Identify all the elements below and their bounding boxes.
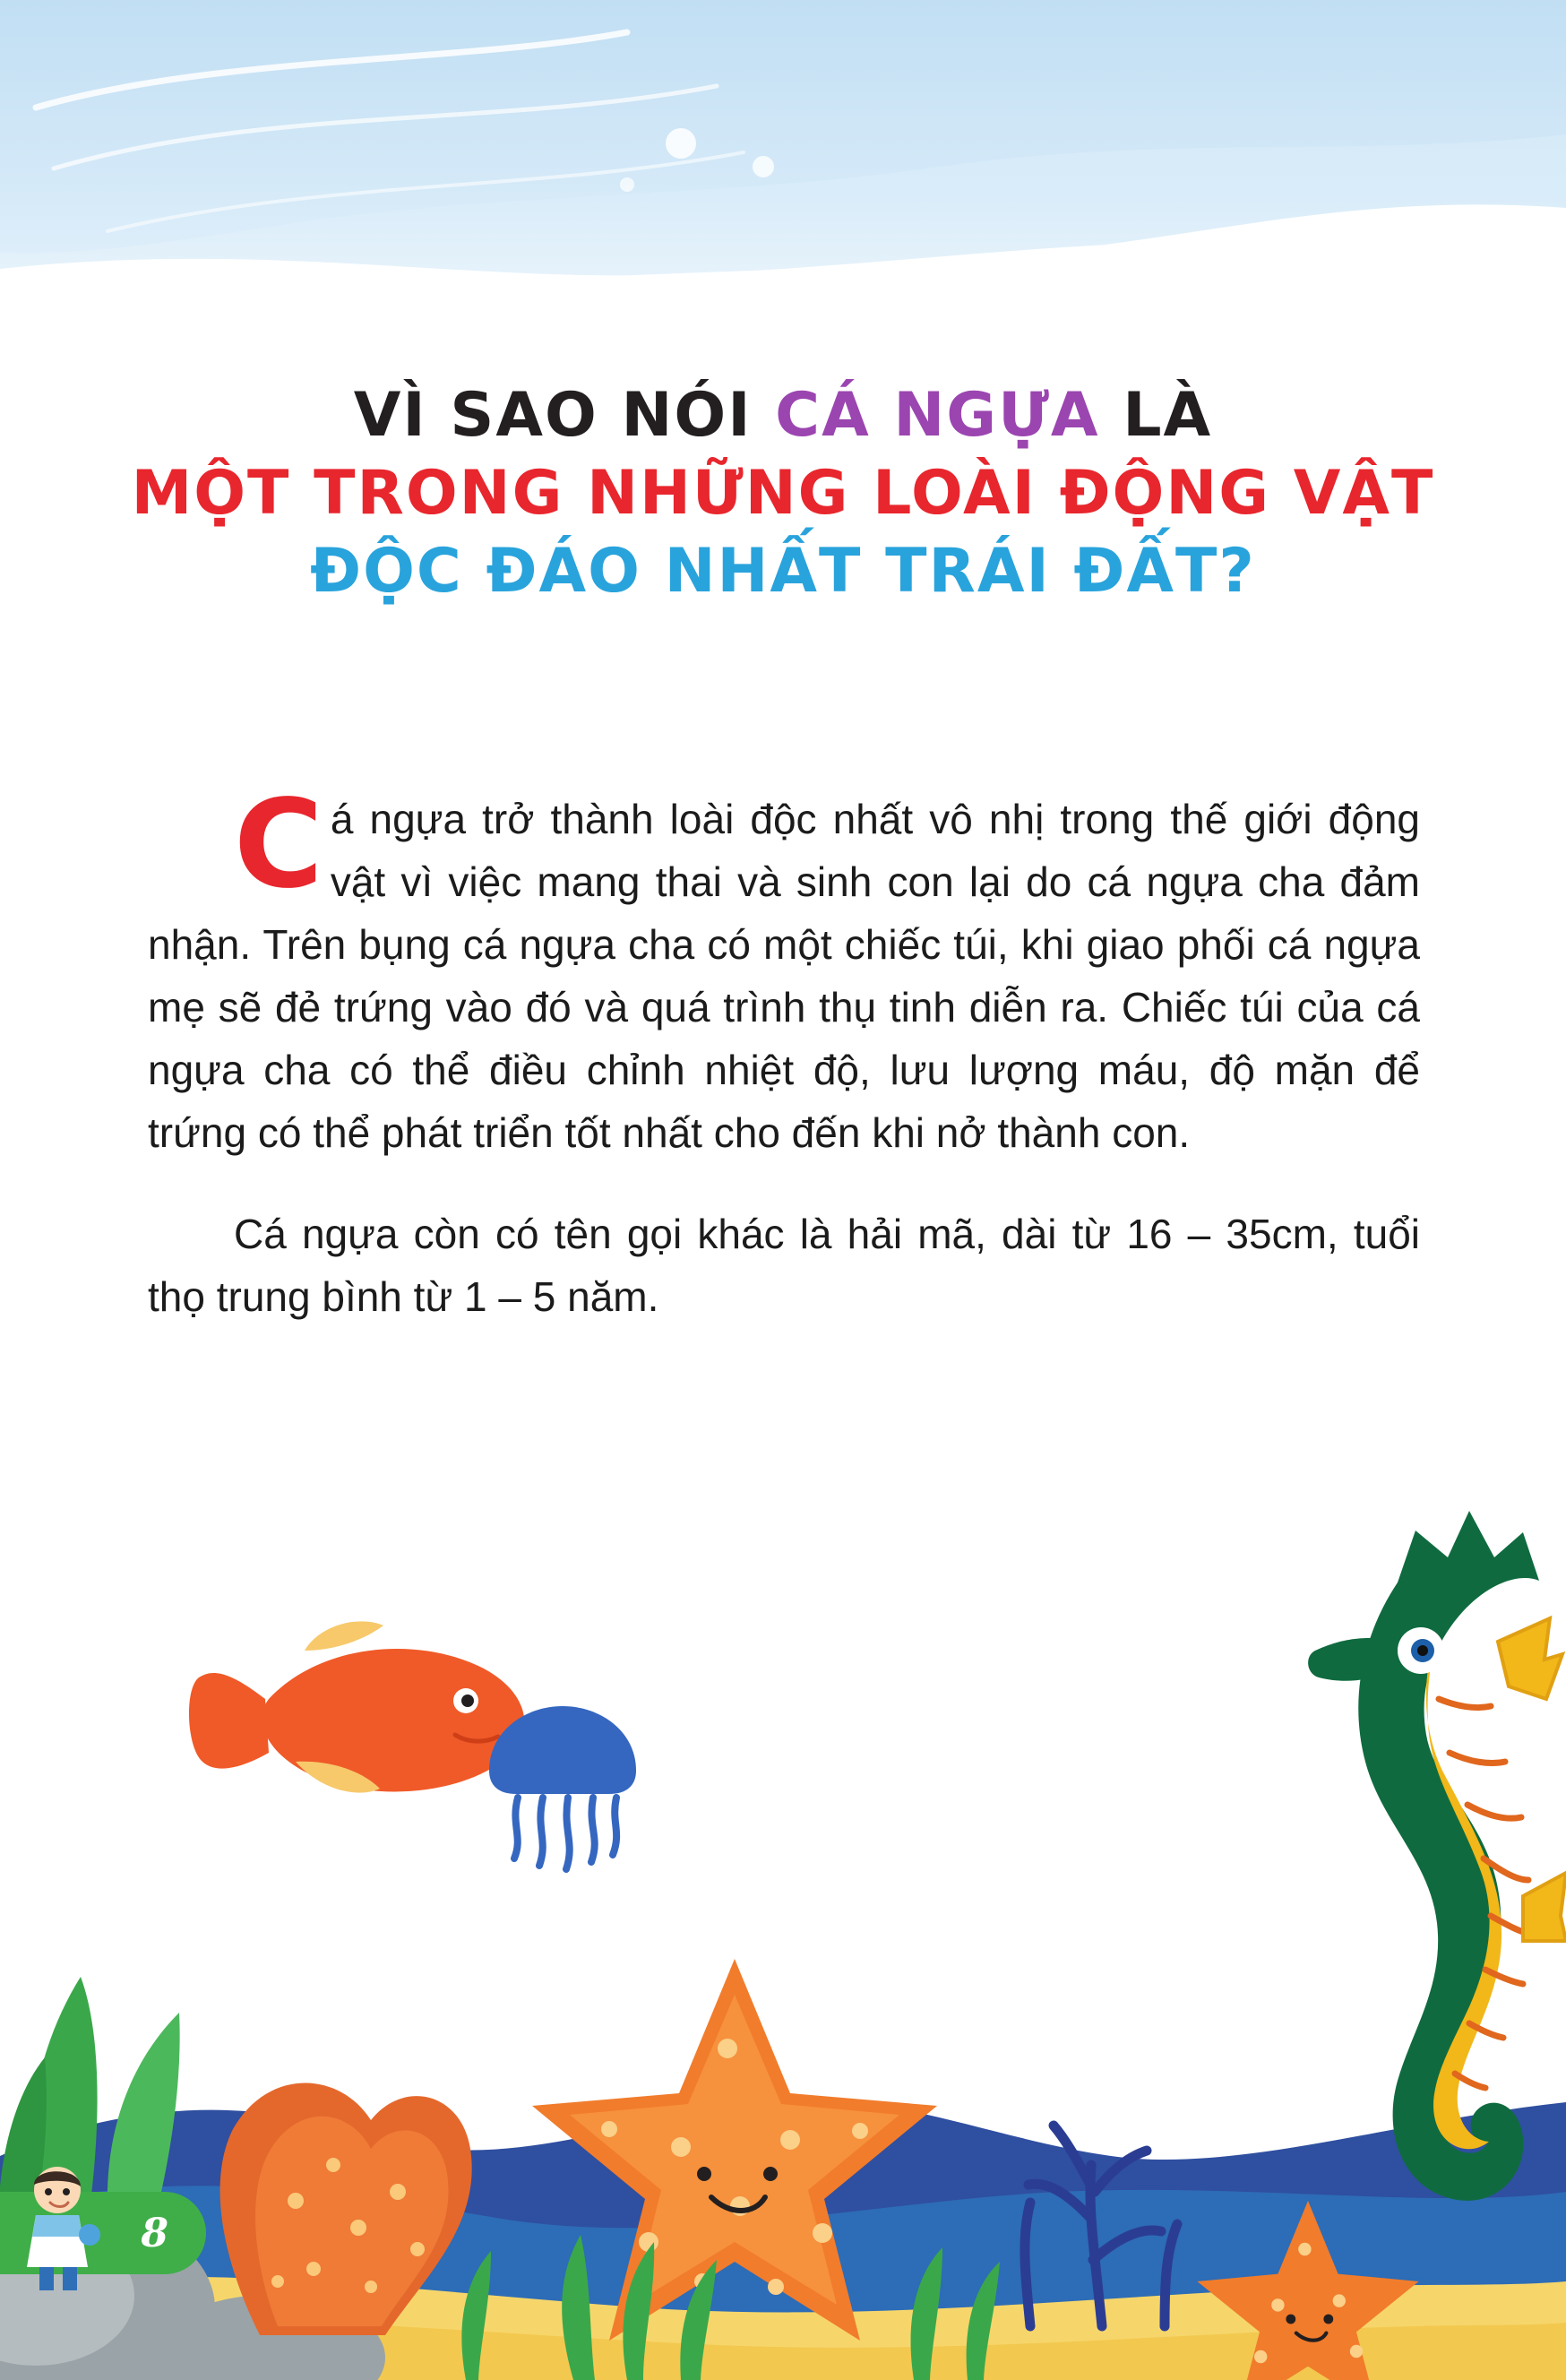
paragraph-1 <box>148 774 1420 1164</box>
title-seg-2: CÁ NGỰA <box>775 380 1100 451</box>
title-seg-3: LÀ <box>1099 380 1213 451</box>
title-line-3 <box>0 532 1566 610</box>
page-title <box>0 376 1566 610</box>
water-surface-graphic <box>0 0 1566 376</box>
child-mascot-icon <box>13 2160 111 2294</box>
paragraph-1-text: á ngựa trở thành loài độc nhất vô nhị trong thế giới động vật vì việc mang thai và sinh con lại do cá ngựa cha đảm nhận. Trên bụng cá ngựa cha có một chiếc túi, khi giao phối cá ngựa mẹ sẽ đẻ trứng vào đó và quá trình thụ tinh diễn ra. Chiếc túi của cá ngựa cha có thể điều chỉnh nhiệt độ, lưu lượng máu, độ mặn để trứng có thể phát triển tốt nhất cho đến khi nở thành con. <box>148 796 1420 1156</box>
bottom-illustration <box>0 1475 1566 2380</box>
title-line-1 <box>0 376 1566 454</box>
body-text <box>148 774 1420 1359</box>
top-water-illustration <box>0 0 1566 376</box>
underwater-scene-graphic <box>0 1475 1566 2380</box>
blue-jellyfish-icon <box>489 1706 636 1869</box>
title-seg-4: MỘT TRONG NHỮNG LOÀI ĐỘNG VẬT <box>131 458 1435 530</box>
drop-cap: C <box>234 774 323 916</box>
orange-fish-icon <box>189 1621 524 1792</box>
page-number: 8 <box>141 2210 168 2256</box>
title-seg-1: VÌ SAO NÓI <box>353 380 776 451</box>
title-seg-5: ĐỘC ĐÁO NHẤT TRÁI ĐẤT? <box>310 536 1256 608</box>
title-line-2 <box>0 454 1566 532</box>
paragraph-2: Cá ngựa còn có tên gọi khác là hải mã, dài từ 16 – 35cm, tuổi thọ trung bình từ 1 – 5 năm. <box>148 1211 1420 1321</box>
